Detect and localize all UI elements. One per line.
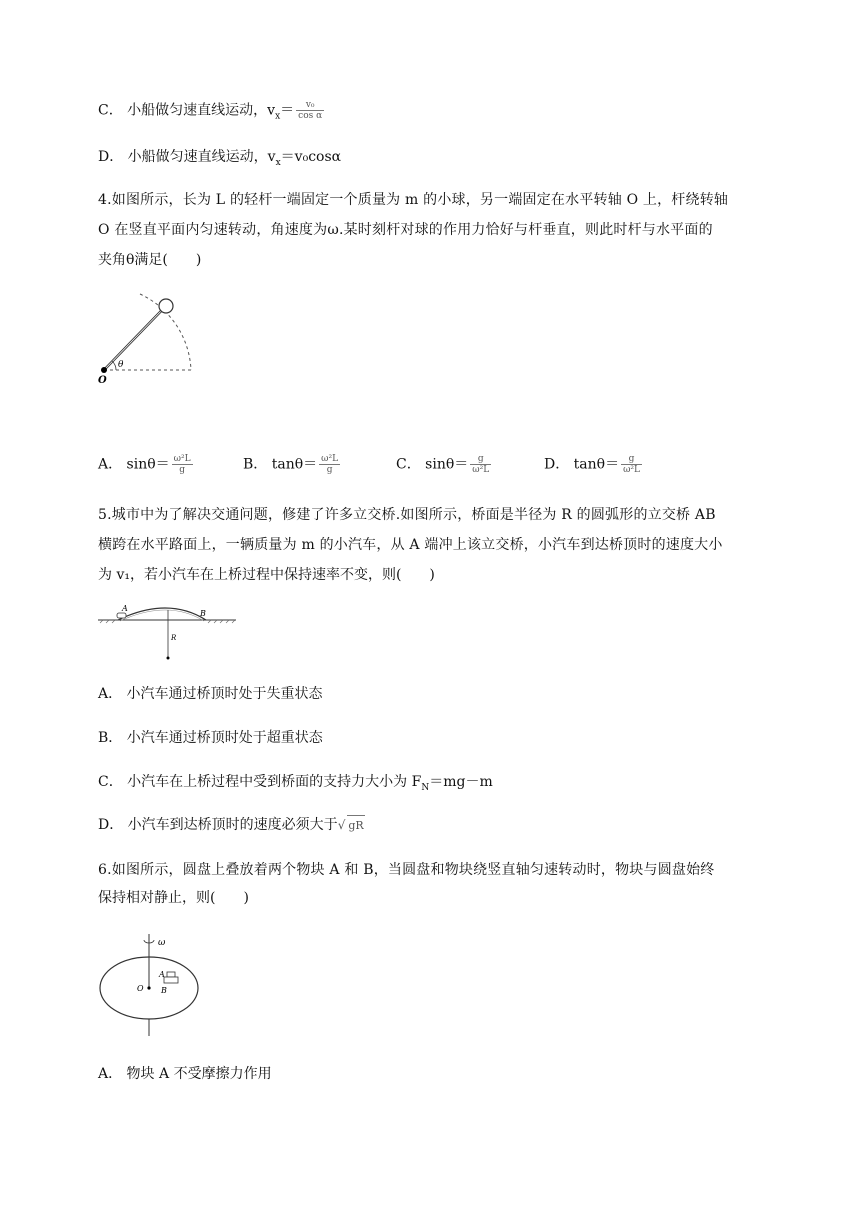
q5-option-d-text: D． 小汽车到达桥顶时的速度必须大于	[98, 817, 338, 833]
q6-label-b: B	[161, 986, 167, 995]
q4-option-b-numerator: ω²L	[321, 454, 339, 464]
q3-option-d-sub: x	[275, 157, 281, 168]
q4-stem-line-1: 4.如图所示，长为 L 的轻杆一端固定一个质量为 m 的小球，另一端固定在水平转轴 O 上，杆绕转轴	[98, 192, 729, 208]
q5-option-c-tail: ＝mg－m	[429, 774, 493, 790]
q4-option-b	[243, 454, 340, 475]
q4-option-d-fraction	[621, 454, 642, 475]
q5-center-point	[167, 657, 170, 660]
q3-option-c-text: C． 小船做匀速直线运动，v	[98, 102, 276, 119]
q6-option-a: A． 物块 A 不受摩擦力作用	[98, 1066, 272, 1082]
q3-option-d-text: D． 小船做匀速直线运动，v	[98, 149, 276, 165]
q4-option-d-denominator: ω²L	[623, 465, 641, 475]
q4-label-theta: θ	[118, 360, 124, 370]
q5-car	[117, 613, 126, 618]
q6-stem-line-2: 保持相对静止，则( )	[98, 890, 249, 906]
q6-label-o: O	[137, 984, 144, 993]
q5-bridge-arc-inner	[120, 610, 204, 621]
q5-option-b: B． 小汽车通过桥顶时处于超重状态	[98, 730, 323, 746]
q3-option-c-denominator: cos α	[298, 111, 323, 121]
q4-option-b-label: B． tanθ＝	[243, 456, 318, 473]
q6-figure-disk	[98, 930, 208, 1040]
q5-option-c-text: C． 小汽车在上桥过程中受到桥面的支持力大小为 F	[98, 774, 422, 790]
q4-option-c	[396, 454, 491, 475]
q6-block-b	[164, 977, 178, 983]
q3-option-d-eq: ＝v₀cosα	[280, 149, 342, 165]
q4-option-c-numerator: g	[470, 454, 491, 465]
q3-option-c-sub: x	[275, 111, 281, 122]
q4-option-a	[98, 454, 193, 475]
q5-option-d-radical-sign: √	[337, 818, 346, 832]
q4-rod-inner	[104, 308, 164, 370]
q4-stem-line-3: 夹角θ满足( )	[98, 252, 202, 268]
q4-option-a-denominator: g	[179, 465, 186, 475]
q6-center-point	[147, 986, 150, 989]
q4-option-d-numerator: g	[621, 454, 642, 465]
q4-option-a-numerator: ω²L	[173, 454, 191, 464]
q4-pivot	[101, 367, 107, 373]
q4-label-o: O	[98, 375, 107, 386]
q5-label-r: R	[171, 634, 177, 642]
q5-stem-line-1: 5.城市中为了解决交通问题，修建了许多立交桥.如图所示，桥面是半径为 R 的圆弧形的立交桥 AB	[98, 507, 716, 523]
q4-ball	[159, 299, 173, 313]
q4-figure-rod-rotation	[96, 290, 206, 390]
q3-option-c-numerator: v₀	[296, 100, 324, 111]
q3-option-c	[98, 100, 324, 126]
q5-option-a: A． 小汽车通过桥顶时处于失重状态	[98, 686, 323, 702]
q3-option-d	[98, 147, 341, 173]
q4-option-b-denominator: g	[326, 465, 333, 475]
q5-figure-bridge	[96, 600, 238, 664]
q4-option-a-fraction	[172, 454, 193, 475]
q4-option-a-label: A． sinθ＝	[98, 456, 170, 473]
q5-option-c-sub: N	[421, 782, 430, 793]
q4-option-c-denominator: ω²L	[472, 465, 490, 475]
q6-block-a	[167, 972, 175, 977]
q3-option-c-fraction	[296, 100, 324, 121]
q5-option-d	[98, 815, 365, 836]
q6-label-omega: ω	[158, 938, 166, 948]
q6-label-a: A	[159, 970, 165, 979]
q6-stem-line-1: 6.如图所示，圆盘上叠放着两个物块 A 和 B，当圆盘和物块绕竖直轴匀速转动时，物块与圆盘始终	[98, 862, 715, 878]
q4-option-c-fraction	[470, 454, 491, 475]
q5-option-d-radicand: gR	[347, 815, 364, 836]
q4-stem-line-2: O 在竖直平面内匀速转动，角速度为ω.某时刻杆对球的作用力恰好与杆垂直，则此时杆与水平面的	[98, 222, 713, 238]
q4-option-c-label: C． sinθ＝	[396, 456, 469, 473]
q4-option-b-fraction	[319, 454, 340, 475]
q5-label-a: A	[122, 604, 128, 613]
q4-option-d-label: D． tanθ＝	[544, 456, 620, 473]
q5-stem-line-2: 横跨在水平路面上，一辆质量为 m 的小汽车，从 A 端冲上该立交桥，小汽车到达桥顶时的速度大小	[98, 537, 723, 553]
q5-label-b: B	[200, 609, 206, 618]
q4-option-d	[544, 454, 642, 475]
q3-option-c-eq: ＝	[280, 102, 295, 119]
q5-stem-line-3: 为 v₁，若小汽车在上桥过程中保持速率不变，则( )	[98, 567, 435, 583]
q5-option-c	[98, 772, 493, 798]
